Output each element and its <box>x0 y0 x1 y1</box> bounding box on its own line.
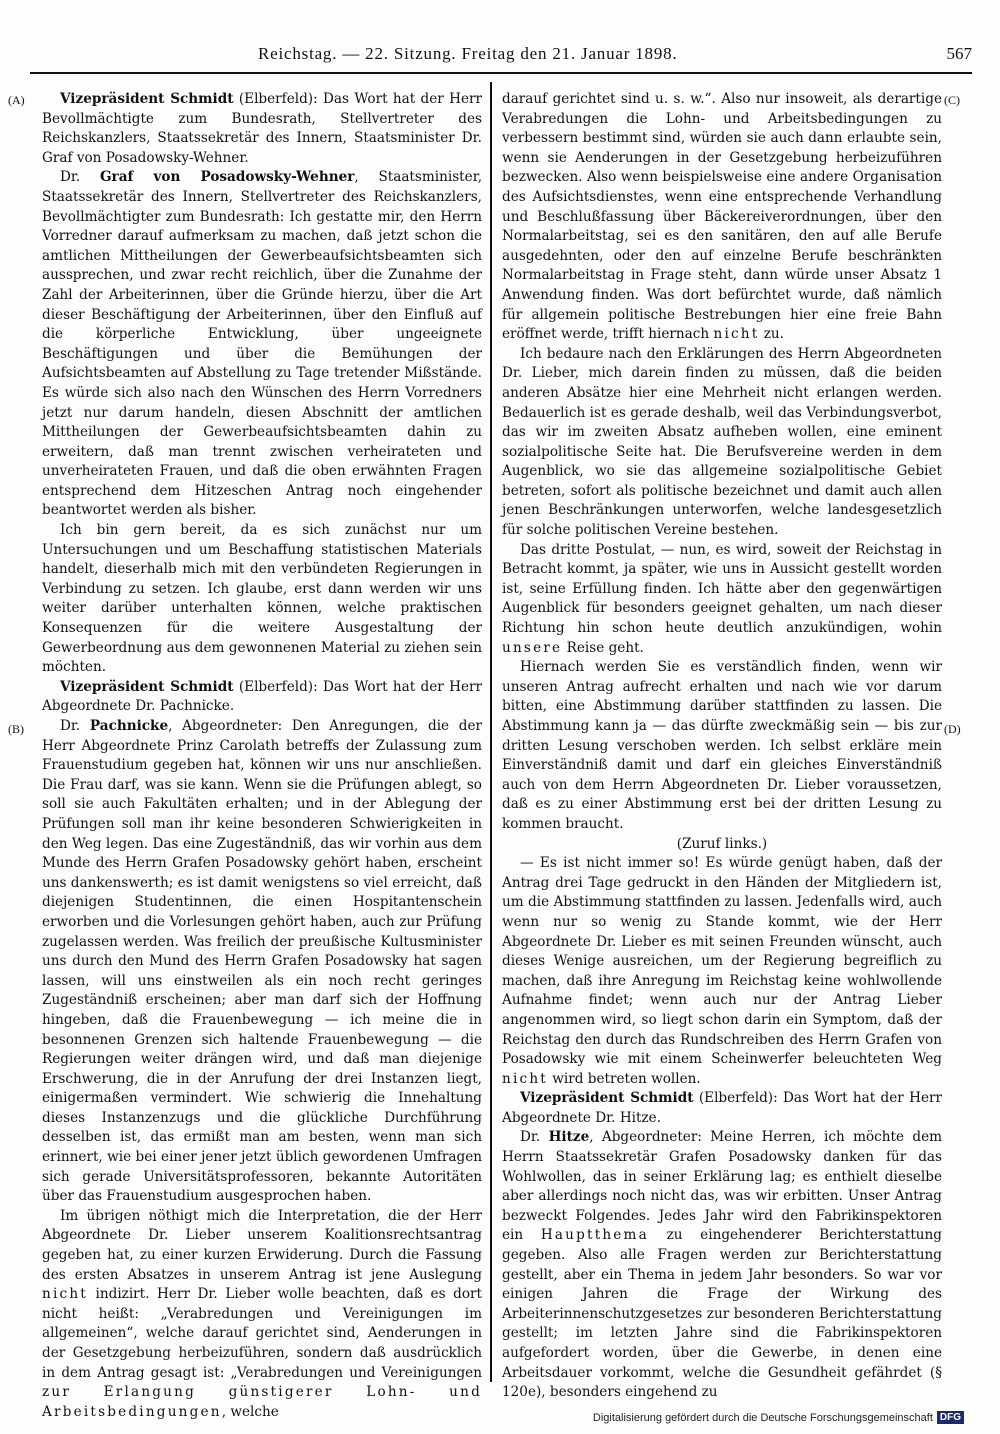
paragraph <box>42 521 482 678</box>
footer-credit-text: Digitalisierung gefördert durch die Deutsche Forschungsgemeinschaft <box>592 1411 933 1424</box>
paragraph <box>502 90 942 345</box>
speaker-name: Vizepräsident Schmidt <box>60 678 234 695</box>
paragraph <box>502 658 942 834</box>
paragraph-text: darauf gerichtet sind u. s. w.“. Also nur insoweit, als derartige Verabredungen die Lohn- und Arbeitsbedingungen zu verbessern bestimmt sind, würden sie auch dann erlaubte sein, wenn sie Aenderungen in der Gesetzgebung herbeizuführen bezwecken. Also wenn beispielsweise eine andere Organisation des Aufsichtsdienstes, wenn eine entsprechende Verhandlung und Beschlußfassung über Bäckereiverordnungen, über den Normalarbeitstag, sei es den sanitären, den auf alle Berufe ausgedehnten, oder den auf einzelne Berufe beschränkten Normalarbeitstag in Frage steht, dann würde unser Absatz 1 Anwendung finden. Was dort befürchtet wurde, daß nämlich für allgemein politische Bestrebungen hier eine freie Bahn eröffnet werde, trifft hiernach <box>502 91 942 343</box>
emphasized-text: nicht <box>42 1286 88 1303</box>
paragraph-text: (Elberfeld): Das Wort hat der Herr Abgeordnete Dr. Pachnicke. <box>42 678 482 715</box>
emphasized-text: zur Erlangung günstigerer Lohn- und Arbeitsbedingungen <box>42 1384 482 1420</box>
paragraph-text: , welche <box>221 1403 279 1420</box>
page-number: 567 <box>946 44 972 63</box>
paragraph-text: Reise geht. <box>562 639 644 656</box>
paragraph-text: Im übrigen nöthigt mich die Interpretation, die der Herr Abgeordnete Dr. Lieber unserem Koalitionsrechtsantrag gegeben hat, zu einer kurzen Erwiderung. Durch die Fassung des ersten Absatzes in unserem Antrag ist jene Auslegung <box>42 1207 482 1283</box>
paragraph <box>42 90 482 168</box>
paragraph-text: indizirt. Herr Dr. Lieber wolle beachten, daß es dort nicht heißt: „Verabredungen und Vereinigungen im allgemeinen“, welche darauf gerichtet sind, Aenderungen in der Gesetzgebung herbeizuführen, sondern daß ausdrücklich in dem Antrag gesagt ist: „Verabredungen und Vereinigungen <box>42 1286 482 1381</box>
header-rule <box>30 72 972 74</box>
margin-marker-a: (A) <box>8 93 25 107</box>
speaker-prefix: Dr. <box>60 169 100 186</box>
paragraph-text: — Es ist nicht immer so! Es würde genügt haben, daß der Antrag drei Tage gedruckt in den Händen der Mitgliedern ist, um die Abstimmung stattfinden zu lassen. Jedenfalls wird, auch wenn nur so wenig zu Stande kommt, wie der Herr Abgeordnete Dr. Lieber es mit seinen Freunden wünscht, auch dieses Wenige ausreichen, um der Regierung begreiflich zu machen, daß ihre Anregung im Reichstag keine wohlwollende Aufnahme findet; wenn auch nur der Antrag Lieber angenommen wird, so liegt schon darin ein Symptom, daß der Reichstag den durch das Rundschreiben des Herrn Grafen von Posadowsky wie mit einem Scheinwerfer beleuchteten Weg <box>502 855 942 1068</box>
paragraph <box>502 1128 942 1402</box>
paragraph-text: Hiernach werden Sie es verständlich finden, wenn wir unseren Antrag aufrecht erhalten und nach wie vor darum bitten, eine Abstimmung darüber stattfinden zu lassen. Die Abstimmung kann ja — das dürfte zweckmäßig sein — bis zur dritten Lesung verschoben werden. Ich selbst erkläre mein Einverständniß damit und darf ein gleiches Einverständniß auch von dem Herrn Abgeordneten Dr. Lieber voraussetzen, daß es zu einer Abstimmung erst bei der dritten Lesung zu kommen braucht. <box>502 659 942 832</box>
margin-marker-d: (D) <box>944 722 961 736</box>
paragraph <box>42 678 482 717</box>
paragraph <box>502 1089 942 1128</box>
speaker-name: Vizepräsident Schmidt <box>520 1090 694 1107</box>
paragraph-text: (Elberfeld): Das Wort hat der Herr Abgeordnete Dr. Hitze. <box>502 1090 942 1126</box>
speaker-name: Hitze <box>548 1129 590 1146</box>
emphasized-text: nicht <box>713 326 760 343</box>
paragraph <box>502 541 942 659</box>
paragraph-text: zu eingehenderer Berichterstattung gegeben. Also alle Fragen werden zur Berichterstattung gestellt, aber ein Thema in jedem Jahr besonders. So war vor einigen Jahren die Frage der Wirkung des Arbeiterinnenschutzgesetzes zur besonderen Berichterstattung gestellt; im letzten Jahre sind die Fabrikinspektoren aufgefordert worden, über die Gewerbe, in denen eine Arbeitsdauer vorkommt, welche die Gesundheit gefährdet (§ 120e), besonders eingehend zu <box>502 1227 943 1401</box>
page-header <box>30 44 972 72</box>
paragraph-text: zu. <box>759 326 784 343</box>
speaker-prefix: Dr. <box>520 1129 549 1146</box>
paragraph-text: Ich bin gern bereit, da es sich zunächst nur um Untersuchungen und um Beschaffung statistischen Materials handelt, dieserhalb mich mit den verbündeten Regierungen in Verbindung zu setzen. Ich glaube, erst dann werden wir uns weiter darüber unterhalten können, welche praktischen Konsequenzen für die weitere Ausgestaltung der Gewerbeordnung aus dem gewonnenen Material zu ziehen sein möchten. <box>42 522 482 676</box>
paragraph-text: , Abgeordneter: Den Anregungen, die der Herr Abgeordnete Prinz Carolath betreffs der Zulassung zum Frauenstudium gegeben hat, können wir uns nur anschließen. Die Frau darf, was sie kann. Wenn sie die Prüfungen ablegt, so soll sie auch Fakultäten erhalten; und in der Ablegung der Prüfungen soll man ihr keine besonderen Schwierigkeiten in den Weg legen. Das eine Zugeständniß, das wir vorhin aus dem Munde des Herrn Grafen Posadowsky gehört haben, erscheint uns dankenswerth; es ist damit wenigstens so viel erreicht, daß diejenigen Studentinnen, die einen Hospitantenschein erworben und die Vorlesungen gehört haben, auch zur Prüfung zugelassen werden. Was freilich der preußische Kultusminister uns durch den Mund des Herrn Grafen Posadowsky hat sagen lassen, will uns einstweilen als ein noch recht geringes Zugeständniß erscheinen; aber man darf sich der Hoffnung hingeben, daß die Frauenbewegung — ich meine die in besonnenen Grenzen sich haltende Frauenbewegung — die Regierungen weiter drängen wird, und daß man diejenige Erschwerung, die in der Anrufung der drei Instanzen liegt, einigermaßen vermindert. Wie schwierig die Innehaltung dieses Instanzenzugs und die glückliche Durchführung desselben ist, das ermißt man am besten, wenn man sich erinnert, wie bei einer jener jetzt üblich gewordenen Umfragen sich gerade Universitätsprofessoren, bekannte Autoritäten über das Frauenstudium ausgesprochen haben. <box>42 718 483 1205</box>
footer-credit <box>593 1411 964 1424</box>
paragraph-text: Das dritte Postulat, — nun, es wird, soweit der Reichstag in Betracht kommt, ja später, wie uns in Aussicht gestellt worden ist, seine Erfüllung finden. Ich hätte aber den gegenwärtigen Augenblick für besonders geeignet gehalten, um nach dieser Richtung hin schon heute deutlich anzukündigen, wohin <box>502 541 942 637</box>
column-divider <box>490 82 492 1382</box>
speaker-name: Graf von Posadowsky-Wehner <box>99 169 355 186</box>
paragraph <box>42 168 482 521</box>
left-column <box>42 90 483 1420</box>
paragraph <box>42 717 482 1207</box>
speaker-name: Pachnicke <box>89 718 169 734</box>
speaker-name: Vizepräsident Schmidt <box>60 91 234 107</box>
interjection: (Zuruf links.) <box>676 835 768 852</box>
running-head: Reichstag. — 22. Sitzung. Freitag den 21. Januar 1898. <box>258 44 678 63</box>
emphasized-text: nicht <box>502 1070 548 1087</box>
margin-marker-b: (B) <box>8 722 24 736</box>
paragraph-text: wird betreten wollen. <box>547 1070 701 1087</box>
right-column <box>502 90 943 1401</box>
dfg-logo: DFG <box>937 1411 964 1424</box>
paragraph <box>42 1207 482 1423</box>
paragraph-text: , Staatsminister, Staatssekretär des Innern, Stellvertreter des Reichskanzlers, Bevollmächtigter zum Bundesrath: Ich gestatte mir, den Herrn Vorredner darauf aufmerksam zu machen, daß jetzt schon die amtlichen Mittheilungen der Gewerbeaufsichtsbeamten sich aussprechen, und zwar recht reichlich, über die Zunahme der Zahl der Arbeiterinnen, über die Gründe hierzu, über die Art dieser Beschäftigung der Arbeiterinnen, über den Einfluß auf die körperliche Entwicklung, über ungeeignete Beschäftigungen und über die Bemühungen der Aufsichtsbeamten auf Abstellung zu Tage tretender Mißstände. Es würde sich also nach den Wünschen des Herrn Vorredners jetzt nur darum handeln, diesen Abschnitt der amtlichen Mittheilungen der Gewerbeaufsichtsbeamten dahin zu erweitern, daß man trennt zwischen verheirateten und unverheirateten Frauen, und daß die oben erwähnten Fragen entsprechend dem Hitzeschen Antrag noch eingehender beantwortet werden als bisher. <box>42 169 483 519</box>
paragraph <box>502 345 942 541</box>
margin-marker-c: (C) <box>944 93 960 107</box>
paragraph-text: (Elberfeld): Das Wort hat der Herr Bevollmächtigte zum Bundesrath, Stellvertreter des Reichskanzlers, Staatssekretär des Innern, Staatsminister Dr. Graf von Posadowsky-Wehner. <box>42 91 482 166</box>
paragraph-text: Ich bedaure nach den Erklärungen des Herrn Abgeordneten Dr. Lieber, mich darein finden zu müssen, daß die beiden anderen Absätze hier eine Mehrheit nicht erlangen werden. Bedauerlich ist es gerade deshalb, weil das Verbindungsverbot, das wir im zweiten Absatz aufheben wollen, eine eminent sozialpolitische Seite hat. Die Berufsvereine werden in dem Augenblick, wo sie das allgemeine sozialpolitische Gebiet betreten, sofort als politische bezeichnet und damit auch allen jenen Beschränkungen unterworfen, welche landesgesetzlich für solche politischen Vereine bestehen. <box>502 345 942 539</box>
paragraph-text: , Abgeordneter: Meine Herren, ich möchte dem Herrn Staatssekretär Grafen Posadowsky danken für das Wohlwollen, das in seiner Erklärung lag; es enthielt dieselbe aber allerdings noch nicht das, was wir erbitten. Unser Antrag bezweckt Folgendes. Jedes Jahr wird den Fabrikinspektoren ein <box>502 1129 942 1244</box>
emphasized-text: unsere <box>502 639 563 656</box>
paragraph <box>502 854 942 1089</box>
emphasized-text: Hauptthema <box>540 1227 649 1244</box>
speaker-prefix: Dr. <box>60 718 90 734</box>
